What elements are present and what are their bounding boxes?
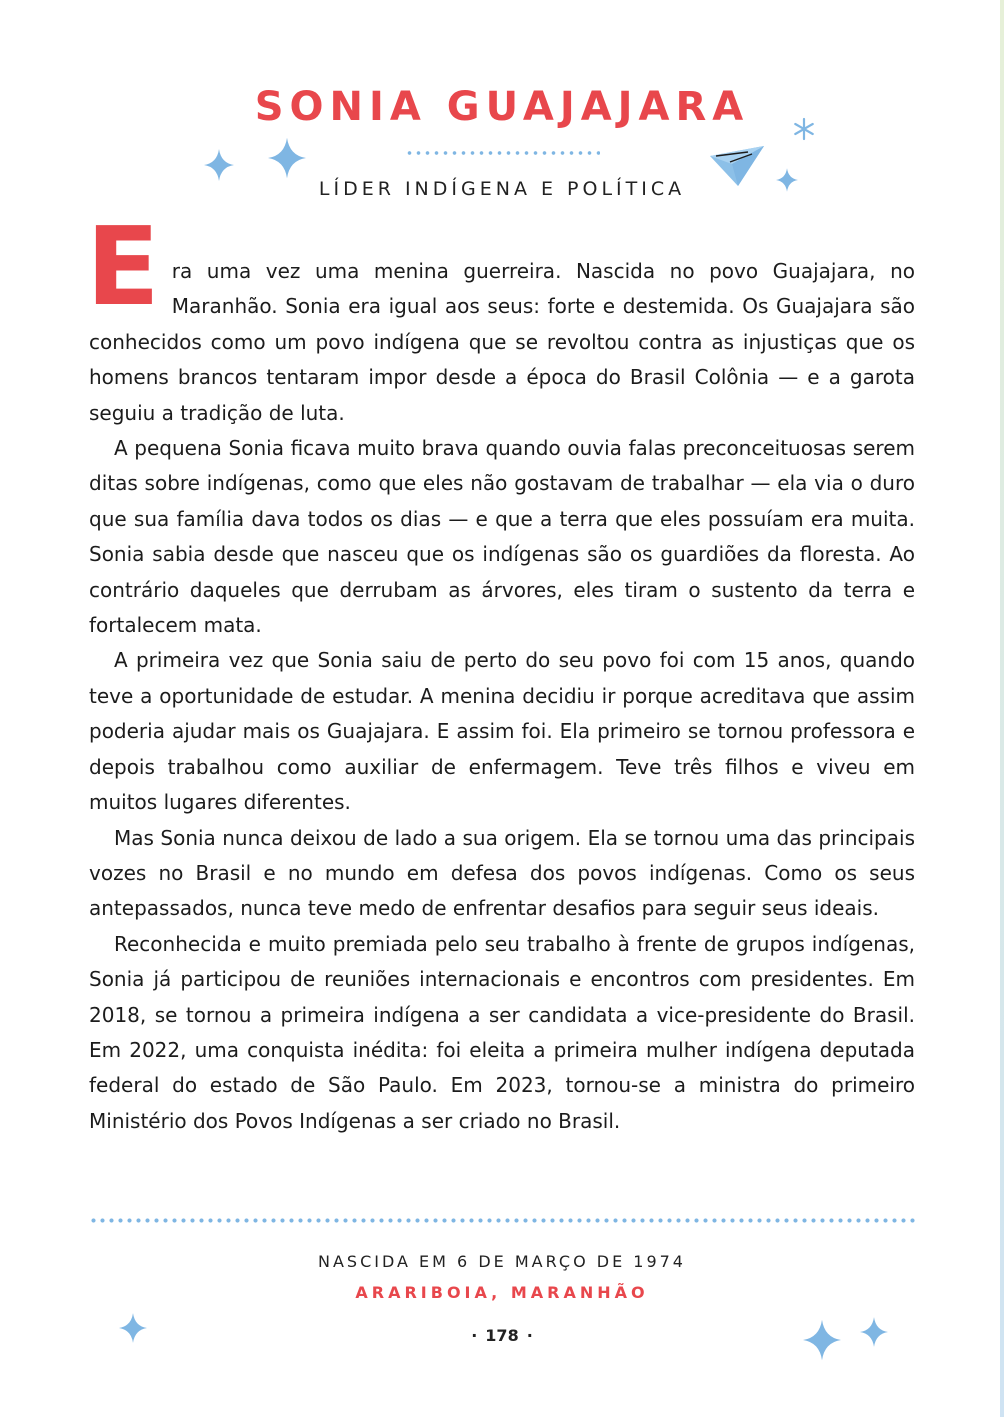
page-title: SONIA GUAJAJARA (254, 84, 750, 130)
footer-dotted-divider (89, 1218, 917, 1223)
paragraph-4: Mas Sonia nunca deixou de lado a sua origem. Ela se tornou uma das principais vozes no Brasil e no mundo em defesa dos povos indígenas. Como os seus antepassados, nunca teve medo de enfrentar desafios para seguir seus ideais. (89, 825, 915, 921)
sparkle-icon (119, 1312, 147, 1344)
page-number (0, 1326, 1004, 1345)
bullet-icon: · (471, 1326, 478, 1345)
sparkle-icon (860, 1316, 888, 1348)
drop-cap: E (86, 205, 160, 330)
sparkle-icon (268, 137, 306, 179)
page-edge (1000, 0, 1004, 1417)
birth-date: NASCIDA EM 6 DE MARÇO DE 1974 (318, 1252, 686, 1271)
page-subtitle: LÍDER INDÍGENA E POLÍTICA (318, 178, 686, 200)
paragraph-2: A pequena Sonia ficava muito brava quando ouvia falas preconceituosas serem ditas sobre indígenas, como que eles não gostavam de trabalhar — ela via o duro que sua família dava todos os dias — e que a terra que eles possuíam era muita. Sonia sabia desde que nasceu que os indígenas são os guardiões da floresta. Ao contrário daqueles que derrubam as árvores, eles tiram o sustento da terra e fortalecem mata. (89, 436, 915, 638)
paragraph-3: A primeira vez que Sonia saiu de perto do seu povo foi com 15 anos, quando teve a oportunidade de estudar. A menina decidiu ir porque acreditava que assim poderia ajudar mais os Guajajara. E assim foi. Ela primeiro se tornou professora e depois trabalhou como auxiliar de enfermagem. Teve três filhos e viveu em muitos lugares diferentes. (89, 648, 915, 815)
paragraph-5: Reconhecida e muito premiada pelo seu trabalho à frente de grupos indígenas, Sonia já participou de reuniões internacionais e encontros com presidentes. Em 2018, se tornou a primeira indígena a ser candidata a vice-presidente do Brasil. Em 2022, uma conquista inédita: foi eleita a primeira mulher indígena deputada federal do estado de São Paulo. Em 2023, tornou-se a ministra do primeiro Ministério dos Povos Indígenas a ser criado no Brasil. (89, 931, 915, 1133)
sparkle-icon (803, 1319, 841, 1361)
birth-place: ARARIBOIA, MARANHÃO (355, 1283, 649, 1302)
biography-text (86, 205, 915, 1139)
page-number-value: 178 (485, 1326, 519, 1345)
sparkle-icon (204, 149, 234, 181)
paragraph-1 (86, 205, 915, 431)
bullet-icon: · (526, 1326, 533, 1345)
title-dotted-divider (405, 151, 600, 155)
sparkle-icon (776, 168, 798, 192)
asterisk-icon (792, 117, 816, 141)
paragraph-1-text: ra uma vez uma menina guerreira. Nascida no povo Guajajara, no Maranhão. Sonia era igual aos seus: forte e destemida. Os Guajajara são conhecidos como um povo indígena que se revoltou contra as injustiças que os homens brancos tentaram impor desde a época do Brasil Colônia — e a garota seguiu a tradição de luta. (89, 259, 915, 425)
paper-plane-icon (708, 142, 766, 188)
